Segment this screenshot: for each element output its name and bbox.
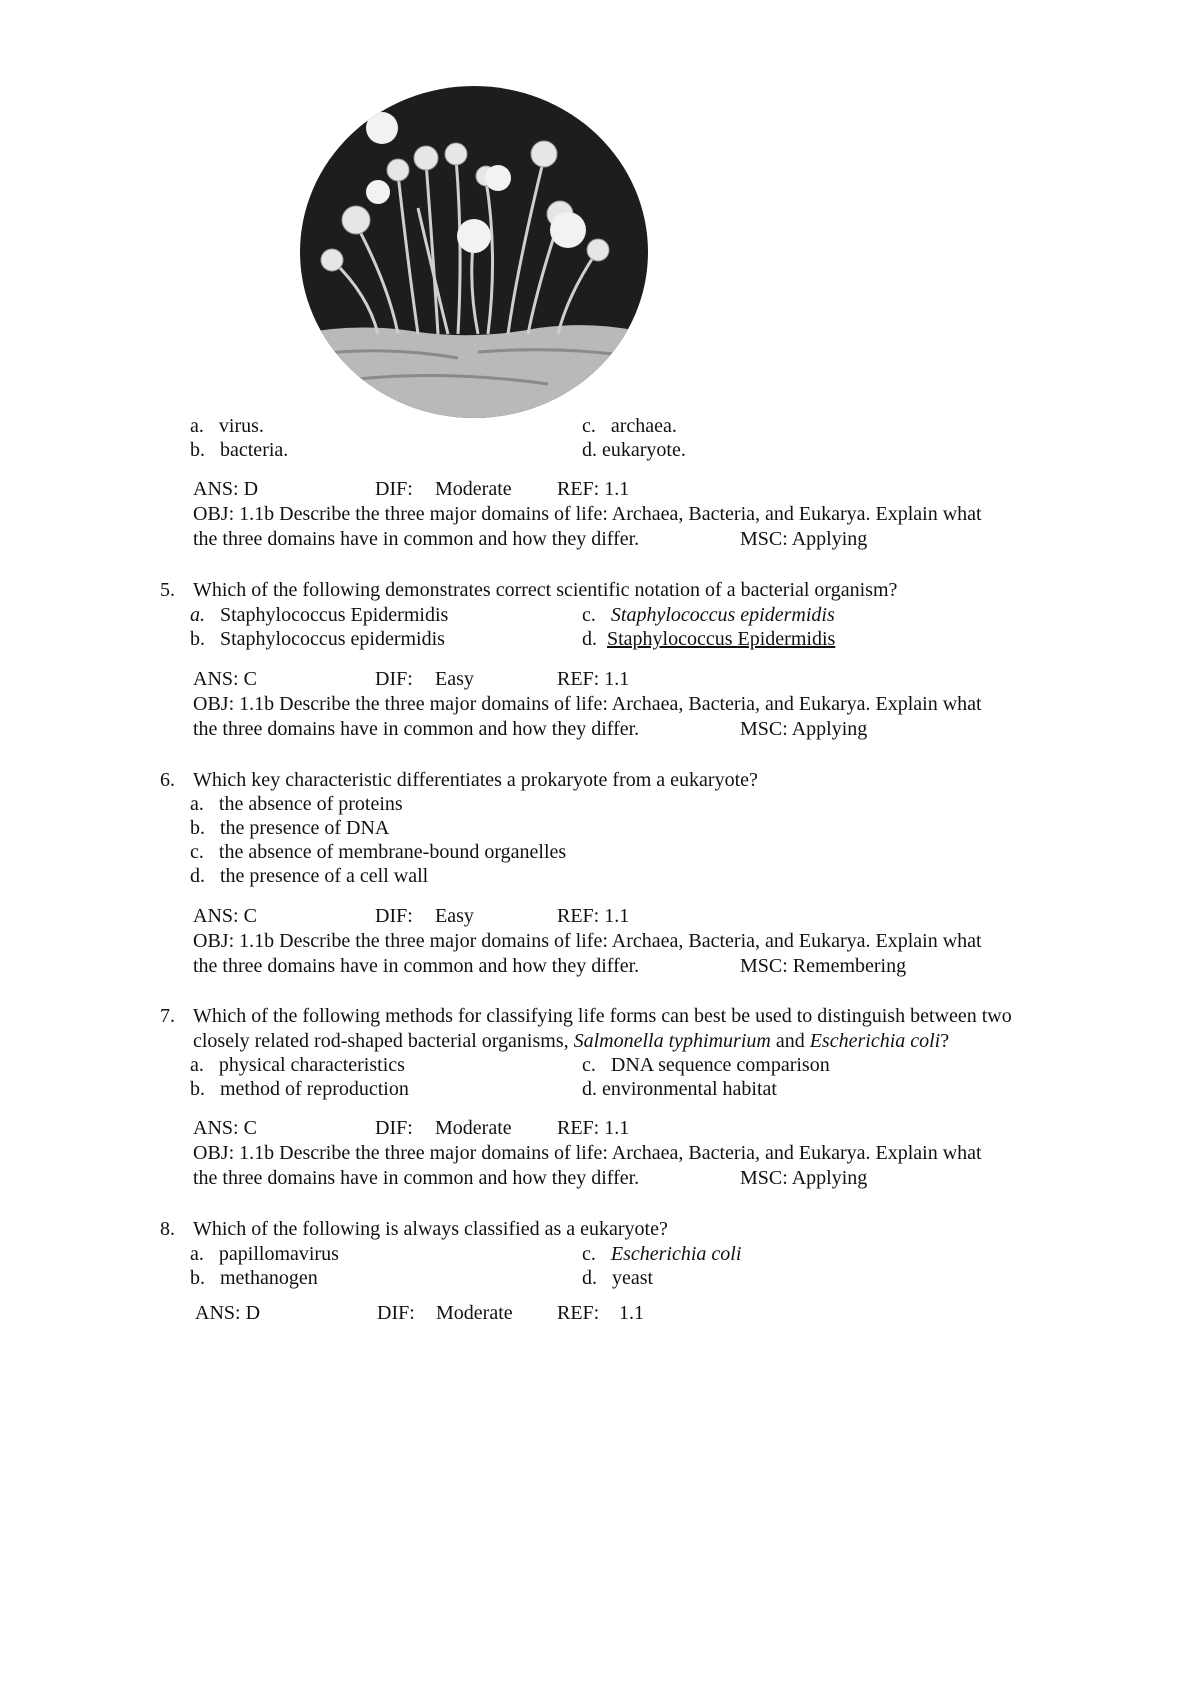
q5-choice-d: d. Staphylococcus Epidermidis	[582, 628, 836, 650]
q8-choice-d: d. yeast	[582, 1267, 654, 1289]
q7-number: 7.	[160, 1005, 175, 1027]
q5-difficulty-label: DIF:	[375, 668, 413, 690]
q4-reference: REF: 1.1	[557, 478, 630, 500]
q5-reference: REF: 1.1	[557, 668, 630, 690]
q5-answer: ANS: C	[193, 668, 257, 690]
q4-difficulty: Moderate	[435, 478, 512, 500]
q6-answer: ANS: C	[193, 905, 257, 927]
q8-number: 8.	[160, 1218, 175, 1240]
q6-choice-a: a. the absence of proteins	[190, 793, 403, 815]
microscopic-organism-illustration	[298, 84, 650, 420]
q6-question: Which key characteristic differentiates a prokaryote from a eukaryote?	[193, 769, 758, 791]
q4-choice-b: b. bacteria.	[190, 439, 289, 461]
q6-msc: MSC: Remembering	[740, 955, 907, 977]
q5-choice-c: c. Staphylococcus epidermidis	[582, 604, 835, 626]
q8-answer: ANS: D	[195, 1302, 261, 1324]
q4-difficulty-label: DIF:	[375, 478, 413, 500]
q8-difficulty-label: DIF:	[377, 1302, 415, 1324]
q5-objective-cont: the three domains have in common and how they differ.	[193, 718, 640, 740]
q4-choice-c: c. archaea.	[582, 415, 677, 437]
q7-choice-d: d. environmental habitat	[582, 1078, 777, 1100]
q7-choice-c: c. DNA sequence comparison	[582, 1054, 830, 1076]
q7-objective-cont: the three domains have in common and how they differ.	[193, 1167, 640, 1189]
q8-reference-label: REF:	[557, 1302, 600, 1324]
q7-choice-a: a. physical characteristics	[190, 1054, 405, 1076]
q5-choice-a: a. Staphylococcus Epidermidis	[190, 604, 449, 626]
q8-choice-a: a. papillomavirus	[190, 1243, 339, 1265]
q6-number: 6.	[160, 769, 175, 791]
q7-reference: REF: 1.1	[557, 1117, 630, 1139]
q7-difficulty: Moderate	[435, 1117, 512, 1139]
q5-question: Which of the following demonstrates correct scientific notation of a bacterial organism?	[193, 579, 898, 601]
q5-choice-b: b. Staphylococcus epidermidis	[190, 628, 445, 650]
q7-objective: OBJ: 1.1b Describe the three major domains of life: Archaea, Bacteria, and Eukarya. Explain what	[193, 1142, 982, 1164]
q7-msc: MSC: Applying	[740, 1167, 868, 1189]
q7-choice-b: b. method of reproduction	[190, 1078, 409, 1100]
q4-objective: OBJ: 1.1b Describe the three major domains of life: Archaea, Bacteria, and Eukarya. Explain what	[193, 503, 982, 525]
q6-objective-cont: the three domains have in common and how they differ.	[193, 955, 640, 977]
q7-difficulty-label: DIF:	[375, 1117, 413, 1139]
q6-choice-c: c. the absence of membrane-bound organelles	[190, 841, 567, 863]
q8-question: Which of the following is always classified as a eukaryote?	[193, 1218, 668, 1240]
q4-choice-a: a. virus.	[190, 415, 264, 437]
q6-reference: REF: 1.1	[557, 905, 630, 927]
q5-difficulty: Easy	[435, 668, 474, 690]
q5-number: 5.	[160, 579, 175, 601]
q4-choice-d: d. eukaryote.	[582, 439, 686, 461]
q6-objective: OBJ: 1.1b Describe the three major domains of life: Archaea, Bacteria, and Eukarya. Explain what	[193, 930, 982, 952]
q4-msc: MSC: Applying	[740, 528, 868, 550]
q8-choice-b: b. methanogen	[190, 1267, 318, 1289]
q6-difficulty-label: DIF:	[375, 905, 413, 927]
q5-msc: MSC: Applying	[740, 718, 868, 740]
q4-objective-cont: the three domains have in common and how they differ.	[193, 528, 640, 550]
q7-question-cont: closely related rod-shaped bacterial organisms, Salmonella typhimurium and Escherichia coli?	[193, 1030, 950, 1052]
q4-answer: ANS: D	[193, 478, 259, 500]
q8-choice-c: c. Escherichia coli	[582, 1243, 742, 1265]
q7-question: Which of the following methods for classifying life forms can best be used to distinguish between two	[193, 1005, 1012, 1027]
q6-difficulty: Easy	[435, 905, 474, 927]
q7-answer: ANS: C	[193, 1117, 257, 1139]
q5-objective: OBJ: 1.1b Describe the three major domains of life: Archaea, Bacteria, and Eukarya. Explain what	[193, 693, 982, 715]
q6-choice-b: b. the presence of DNA	[190, 817, 390, 839]
q6-choice-d: d. the presence of a cell wall	[190, 865, 429, 887]
q8-difficulty: Moderate	[436, 1302, 513, 1324]
q8-reference: 1.1	[619, 1302, 644, 1324]
